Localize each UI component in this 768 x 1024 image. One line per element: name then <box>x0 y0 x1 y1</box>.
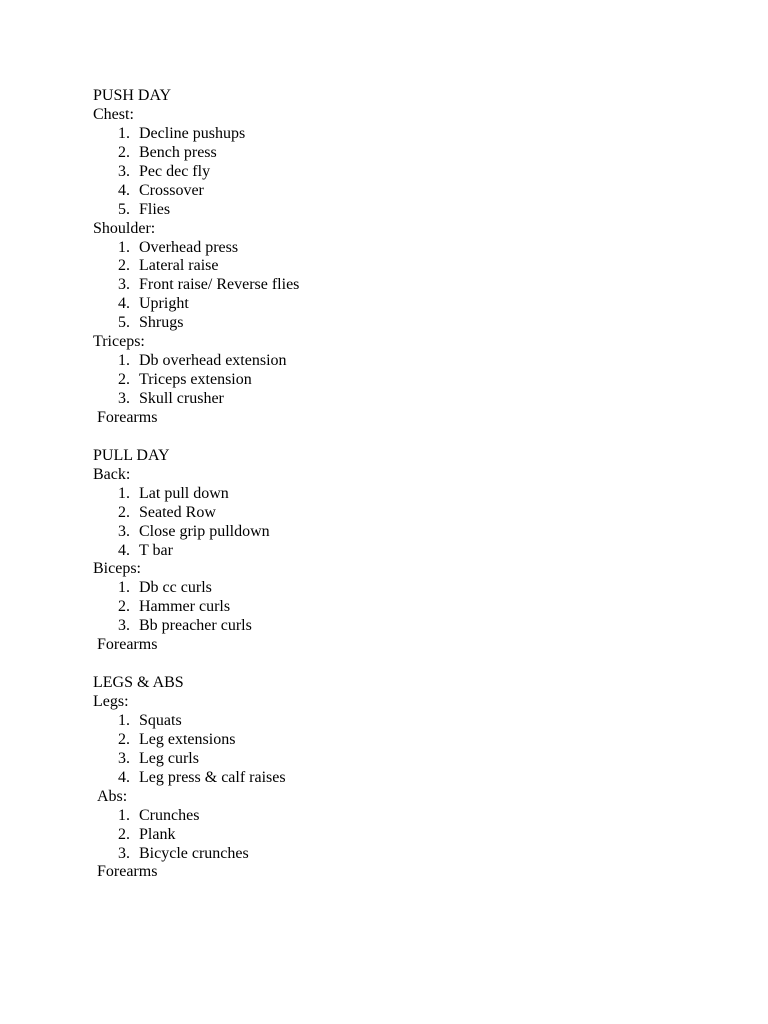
exercise-name: Front raise/ Reverse flies <box>139 276 300 294</box>
exercise-name: Crossover <box>139 181 204 199</box>
list-item <box>93 352 693 371</box>
list-number: 4. <box>118 295 130 313</box>
exercise-name: Bench press <box>139 143 217 161</box>
list-item <box>93 163 693 182</box>
list-number: 3. <box>118 617 130 635</box>
section-title: PULL DAY <box>93 446 170 464</box>
blank-line <box>93 428 693 447</box>
list-number: 1. <box>118 238 130 256</box>
list-item <box>93 239 693 258</box>
blank-line <box>93 655 693 674</box>
list-number: 1. <box>118 352 130 370</box>
list-item <box>93 769 693 788</box>
exercise-name: Bicycle crunches <box>139 844 249 862</box>
list-number: 4. <box>118 768 130 786</box>
exercise-name: Skull crusher <box>139 390 224 407</box>
list-item <box>93 295 693 314</box>
exercise-name: Db cc curls <box>139 579 212 597</box>
list-item <box>93 523 693 542</box>
workout-plan <box>93 87 693 882</box>
list-number: 3. <box>118 162 130 180</box>
exercise-name: Pec dec fly <box>139 162 211 180</box>
list-number: 2. <box>118 730 130 748</box>
list-item <box>93 542 693 561</box>
list-item <box>93 182 693 201</box>
exercise-name: Shrugs <box>139 314 184 332</box>
exercise-name: Squats <box>139 711 182 729</box>
list-item <box>93 390 693 409</box>
section-title: LEGS & ABS <box>93 674 184 692</box>
list-number: 2. <box>118 503 130 521</box>
exercise-name: Lat pull down <box>139 484 229 502</box>
list-number: 1. <box>118 124 130 142</box>
list-number: 2. <box>118 371 130 389</box>
section-title: PUSH DAY <box>93 87 172 104</box>
list-item <box>93 314 693 333</box>
list-number: 1. <box>118 484 130 502</box>
exercise-name: Seated Row <box>139 503 216 521</box>
exercise-name: Hammer curls <box>139 598 231 616</box>
list-item <box>93 750 693 769</box>
list-item <box>93 598 693 617</box>
list-number: 2. <box>118 825 130 843</box>
exercise-name: Decline pushups <box>139 124 246 142</box>
exercise-name: Leg curls <box>139 749 199 767</box>
list-item <box>93 617 693 636</box>
list-item <box>93 276 693 295</box>
list-number: 4. <box>118 181 130 199</box>
list-number: 5. <box>118 314 130 332</box>
list-number: 2. <box>118 598 130 616</box>
list-item <box>93 504 693 523</box>
list-number: 2. <box>118 257 130 275</box>
list-number: 1. <box>118 579 130 597</box>
list-number: 3. <box>118 522 130 540</box>
exercise-name: Db overhead extension <box>139 352 287 370</box>
group-label: Abs: <box>97 787 128 805</box>
list-number: 3. <box>118 276 130 294</box>
list-number: 1. <box>118 711 130 729</box>
list-item <box>93 371 693 390</box>
list-item <box>93 144 693 163</box>
exercise-name: Overhead press <box>139 238 239 256</box>
list-item <box>93 826 693 845</box>
list-item <box>93 257 693 276</box>
list-number: 3. <box>118 390 130 407</box>
group-label: Chest: <box>93 105 134 123</box>
exercise-name: Lateral raise <box>139 257 219 275</box>
group-label: Biceps: <box>93 560 141 578</box>
group-label: Shoulder: <box>93 219 156 237</box>
list-item <box>93 485 693 504</box>
list-number: 1. <box>118 806 130 824</box>
exercise-name: Close grip pulldown <box>139 522 270 540</box>
group-label: Triceps: <box>93 333 145 351</box>
list-number: 3. <box>118 844 130 862</box>
list-number: 3. <box>118 749 130 767</box>
exercise-name: Leg extensions <box>139 730 236 748</box>
section-footer: Forearms <box>97 636 158 654</box>
exercise-name: Upright <box>139 295 189 313</box>
list-item <box>93 579 693 598</box>
exercise-name: Crunches <box>139 806 200 824</box>
list-item <box>93 201 693 220</box>
exercise-name: Bb preacher curls <box>139 617 252 635</box>
list-number: 5. <box>118 200 130 218</box>
section-footer: Forearms <box>97 863 158 881</box>
list-item <box>93 712 693 731</box>
exercise-name: T bar <box>139 541 173 559</box>
list-number: 4. <box>118 541 130 559</box>
list-number: 2. <box>118 143 130 161</box>
list-item <box>93 125 693 144</box>
exercise-name: Leg press & calf raises <box>139 768 286 786</box>
section-footer: Forearms <box>97 408 158 426</box>
list-item <box>93 845 693 864</box>
list-item <box>93 807 693 826</box>
exercise-name: Plank <box>139 825 176 843</box>
group-label: Legs: <box>93 693 129 710</box>
exercise-name: Flies <box>139 200 171 218</box>
group-label: Back: <box>93 465 131 483</box>
list-item <box>93 731 693 750</box>
exercise-name: Triceps extension <box>139 371 252 389</box>
